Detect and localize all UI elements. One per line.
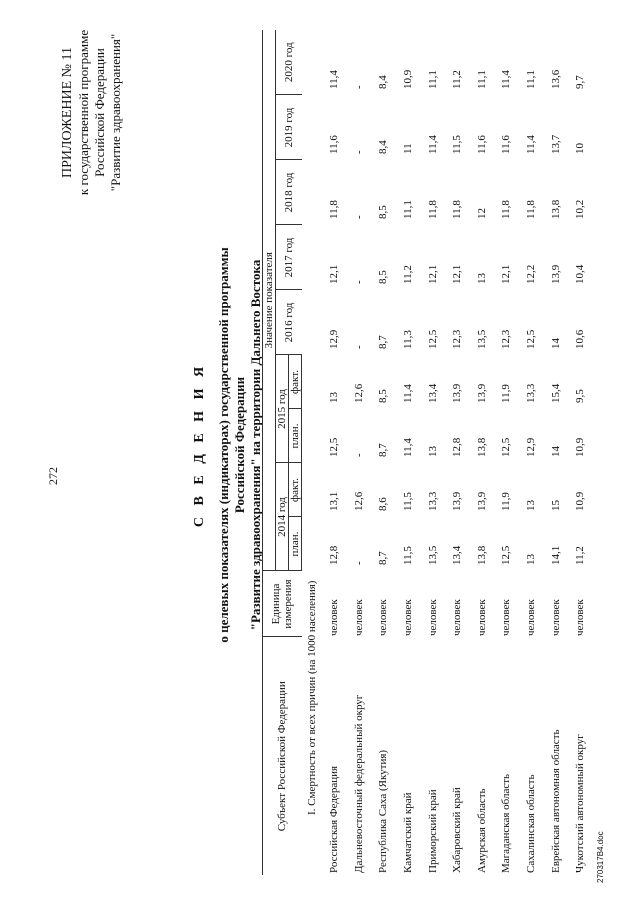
row-value: 11,4 — [402, 438, 415, 457]
row-value: 11 — [402, 143, 415, 154]
row-value: 12,1 — [451, 264, 464, 284]
row-value: 11,5 — [402, 492, 415, 511]
row-value: 8,4 — [377, 75, 390, 89]
row-value: 11,9 — [500, 384, 513, 403]
table-row — [347, 30, 372, 875]
subtitle-line-1: о целевых показателях (индикаторах) государственной программы Российской Федерации — [216, 247, 247, 643]
table-row — [519, 30, 544, 875]
row-value: 12,1 — [426, 264, 439, 284]
row-value: 14 — [549, 446, 562, 457]
header-year-2017: 2017 год — [276, 225, 302, 290]
table-row — [543, 30, 568, 875]
row-value: - — [352, 150, 365, 154]
row-value: 13 — [525, 554, 538, 565]
row-value: 13,5 — [426, 545, 439, 565]
row-value: 12,1 — [328, 264, 341, 284]
row-value: 13,8 — [549, 199, 562, 219]
row-value: 13,3 — [525, 383, 538, 403]
row-value: 14,1 — [549, 545, 562, 565]
row-unit: человек — [549, 599, 562, 636]
row-value: 13,3 — [426, 491, 439, 511]
document-subtitle — [216, 235, 264, 655]
header-subject: Субъект Российской Федерации — [263, 637, 302, 875]
appendix-title: ПРИЛОЖЕНИЕ № 11 — [60, 47, 75, 178]
row-value: 10,9 — [402, 69, 415, 89]
table-body — [302, 30, 593, 875]
row-value: 11,2 — [402, 265, 415, 284]
row-value: 12,5 — [328, 437, 341, 457]
row-value: 11,5 — [402, 546, 415, 565]
table-row — [322, 30, 347, 875]
table-row — [396, 30, 421, 875]
row-value: 13 — [525, 500, 538, 511]
row-unit: человек — [451, 599, 464, 636]
row-unit: человек — [328, 599, 341, 636]
row-value: 11,4 — [426, 135, 439, 154]
row-value: 8,7 — [377, 335, 390, 349]
page-number: 272 — [46, 467, 60, 485]
row-subject: Республика Саха (Якутия) — [377, 749, 390, 873]
row-value: 10,4 — [574, 264, 587, 284]
row-value: 11,4 — [525, 135, 538, 154]
row-value: 13 — [475, 273, 488, 284]
row-value: 11,1 — [402, 200, 415, 219]
header-fact: факт. — [289, 355, 302, 409]
row-unit: человек — [402, 599, 415, 636]
subtitle-line-2: "Развитие здравоохранения" на территории Дальнего Востока — [248, 259, 263, 631]
header-year-2018: 2018 год — [276, 160, 302, 225]
row-value: 12,3 — [451, 329, 464, 349]
appendix-line: к государственной программе — [76, 29, 91, 196]
row-value: 11,1 — [426, 70, 439, 89]
row-value: 11,9 — [500, 492, 513, 511]
row-value: 10,9 — [574, 437, 587, 457]
header-unit: Единица измерения — [263, 571, 302, 637]
row-value: 11,8 — [451, 200, 464, 219]
row-unit: человек — [475, 599, 488, 636]
row-value: - — [352, 345, 365, 349]
table-row — [371, 30, 396, 875]
row-value: 13,4 — [426, 383, 439, 403]
row-value: 12,5 — [426, 329, 439, 349]
row-unit: человек — [352, 599, 365, 636]
header-plan: план. — [289, 517, 302, 571]
row-value: 13,9 — [451, 491, 464, 511]
row-value: 12,5 — [500, 437, 513, 457]
appendix-line: "Развитие здравоохранения" — [108, 33, 123, 192]
row-value: 11,1 — [475, 70, 488, 89]
row-subject: Хабаровский край — [451, 787, 464, 873]
table-row — [494, 30, 519, 875]
row-value: 8,5 — [377, 205, 390, 219]
row-value: 13 — [328, 392, 341, 403]
row-value: 13,7 — [549, 134, 562, 154]
row-value: 12,5 — [500, 545, 513, 565]
row-value: 8,6 — [377, 497, 390, 511]
row-value: - — [352, 280, 365, 284]
row-value: 9,7 — [574, 75, 587, 89]
row-value: 12,8 — [328, 545, 341, 565]
row-value: 12,9 — [328, 329, 341, 349]
row-value: 10,9 — [574, 491, 587, 511]
header-year-2015: 2015 год — [276, 355, 289, 463]
row-subject: Еврейская автономная область — [549, 729, 562, 873]
document-heading — [192, 235, 264, 655]
row-value: 11,2 — [451, 70, 464, 89]
row-subject: Российская Федерация — [328, 765, 341, 873]
row-value: 12,1 — [500, 264, 513, 284]
row-value: 13,1 — [328, 491, 341, 511]
appendix-block — [60, 20, 124, 205]
row-value: 10,6 — [574, 329, 587, 349]
row-value: 8,7 — [377, 551, 390, 565]
row-value: 13,5 — [475, 329, 488, 349]
row-value: 8,7 — [377, 443, 390, 457]
header-year-2020: 2020 год — [276, 30, 302, 95]
row-value: 11,3 — [402, 330, 415, 349]
section-title: I. Смертность от всех причин (на 1000 населения) — [306, 580, 318, 815]
row-value: 11,4 — [500, 70, 513, 89]
row-value: 11,6 — [500, 135, 513, 154]
row-value: 8,4 — [377, 140, 390, 154]
row-value: 12,6 — [352, 383, 365, 403]
row-value: 8,5 — [377, 389, 390, 403]
row-value: 13,9 — [451, 383, 464, 403]
row-subject: Чукотский автономный округ — [574, 734, 587, 873]
row-value: 11,2 — [574, 546, 587, 565]
appendix-line: Российской Федерации — [92, 48, 107, 177]
row-value: 11,8 — [328, 200, 341, 219]
row-value: 13 — [426, 446, 439, 457]
row-value: 12,3 — [500, 329, 513, 349]
header-values: Значение показателя — [263, 30, 276, 571]
section-row — [302, 30, 323, 875]
row-value: 10 — [574, 143, 587, 154]
row-value: 12,5 — [525, 329, 538, 349]
row-value: 10,2 — [574, 199, 587, 219]
row-value: 9,5 — [574, 389, 587, 403]
row-value: 12,6 — [352, 491, 365, 511]
row-value: 15,4 — [549, 383, 562, 403]
row-value: 11,6 — [475, 135, 488, 154]
footer-file-code: 270317В4.doc — [596, 831, 605, 883]
row-value: 13,8 — [475, 437, 488, 457]
table-row — [470, 30, 495, 875]
row-subject: Камчатский край — [402, 792, 415, 873]
row-unit: человек — [525, 599, 538, 636]
row-value: 11,8 — [525, 200, 538, 219]
row-value: 8,5 — [377, 270, 390, 284]
row-value: - — [352, 453, 365, 457]
row-value: 12,9 — [525, 437, 538, 457]
row-subject: Магаданская область — [500, 773, 513, 873]
row-value: - — [352, 561, 365, 565]
row-value: 12,8 — [451, 437, 464, 457]
row-value: 11,1 — [525, 70, 538, 89]
table-row — [445, 30, 470, 875]
indicators-table — [262, 30, 593, 875]
row-unit: человек — [426, 599, 439, 636]
row-value: 15 — [549, 500, 562, 511]
row-value: 11,8 — [426, 200, 439, 219]
row-unit: человек — [377, 599, 390, 636]
header-year-2019: 2019 год — [276, 95, 302, 160]
header-year-2016: 2016 год — [276, 290, 302, 355]
row-subject: Сахалинская область — [525, 774, 538, 873]
row-unit: человек — [574, 599, 587, 636]
header-plan: план. — [289, 409, 302, 463]
row-value: 13,6 — [549, 69, 562, 89]
row-value: 13,9 — [549, 264, 562, 284]
row-value: - — [352, 215, 365, 219]
table-header — [263, 30, 302, 875]
table-row — [568, 30, 593, 875]
row-unit: человек — [500, 599, 513, 636]
row-value: 12,2 — [525, 264, 538, 284]
row-value: 13,9 — [475, 383, 488, 403]
row-value: 14 — [549, 338, 562, 349]
row-value: 13,8 — [475, 545, 488, 565]
document-title: С В Е Д Е Н И Я — [192, 362, 207, 528]
row-value: 11,4 — [402, 384, 415, 403]
row-value: 12 — [475, 208, 488, 219]
row-subject: Амурская область — [475, 788, 488, 873]
row-value: 11,4 — [328, 70, 341, 89]
header-fact: факт. — [289, 463, 302, 517]
row-value: 11,6 — [328, 135, 341, 154]
row-value: 13,4 — [451, 545, 464, 565]
header-year-2014: 2014 год — [276, 463, 289, 571]
row-value: 13,9 — [475, 491, 488, 511]
row-subject: Дальневосточный федеральный округ — [352, 694, 365, 873]
row-subject: Приморский край — [426, 789, 439, 873]
table-row — [420, 30, 445, 875]
row-value: 11,5 — [451, 135, 464, 154]
row-value: - — [352, 85, 365, 89]
row-value: 11,8 — [500, 200, 513, 219]
